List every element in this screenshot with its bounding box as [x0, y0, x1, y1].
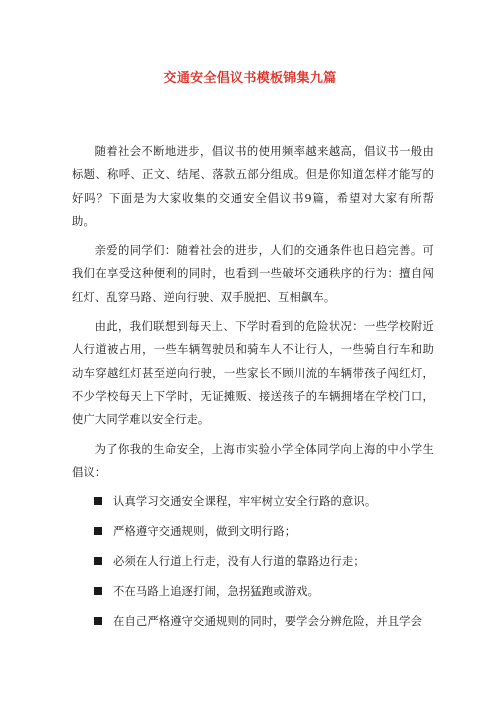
document-title: 交通安全倡议书模板锦集九篇	[163, 71, 337, 86]
list-item	[72, 520, 434, 543]
list-item-text: 严格遵守交通规则，做到文明行路；	[113, 525, 297, 539]
black-square-icon	[94, 617, 102, 625]
black-square-icon	[94, 527, 102, 535]
list-item-text: 认真学习交通安全课程，牢牢树立安全行路的意识。	[113, 495, 377, 509]
intro-paragraph: 随着社会不断地进步，倡议书的使用频率越来越高，倡议书一般由标题、称呼、正文、结尾、落款五部分组成。但是你知道怎样才能写的好吗？下面是为大家收集的交通安全倡议书9篇，希望对大家有所帮助。	[72, 145, 434, 228]
proposal-intro-paragraph: 为了你我的生命安全，上海市实验小学全体同学向上海的中小学生倡议：	[72, 442, 434, 479]
list-item-text: 必须在人行道上行走，没有人行道的靠路边行走；	[113, 554, 365, 568]
list-item	[72, 550, 434, 573]
list-item	[72, 580, 434, 603]
list-item	[72, 610, 434, 633]
greeting-paragraph: 亲爱的同学们：随着社会的进步，人们的交通条件也日趋完善。可我们在享受这种便利的同时，也看到一些破坏交通秩序的行为：擅自闯红灯、乱穿马路、逆向行驶、双手脱把、互相飙车。	[72, 244, 434, 304]
black-square-icon	[94, 497, 102, 505]
proposal-list	[72, 490, 434, 633]
document-body	[72, 140, 434, 640]
black-square-icon	[94, 557, 102, 565]
situation-paragraph: 由此，我们联想到每天上、下学时看到的危险状况：一些学校附近人行道被占用，一些车辆驾驶员和骑车人不让行人，一些骑自行车和助动车穿越红灯甚至逆向行驶，一些家长不顾川流的车辆带孩子闯红灯，不少学校每天上下学时，无证摊贩、接送孩子的车辆拥堵在学校门口，使广大同学难以安全行走。	[72, 320, 434, 427]
list-item-text: 在自己严格遵守交通规则的同时，要学会分辨危险，并且学会	[113, 614, 423, 628]
list-item-text: 不在马路上追逐打闹，急拐猛跑或游戏。	[113, 584, 320, 598]
black-square-icon	[94, 587, 102, 595]
list-item	[72, 490, 434, 513]
